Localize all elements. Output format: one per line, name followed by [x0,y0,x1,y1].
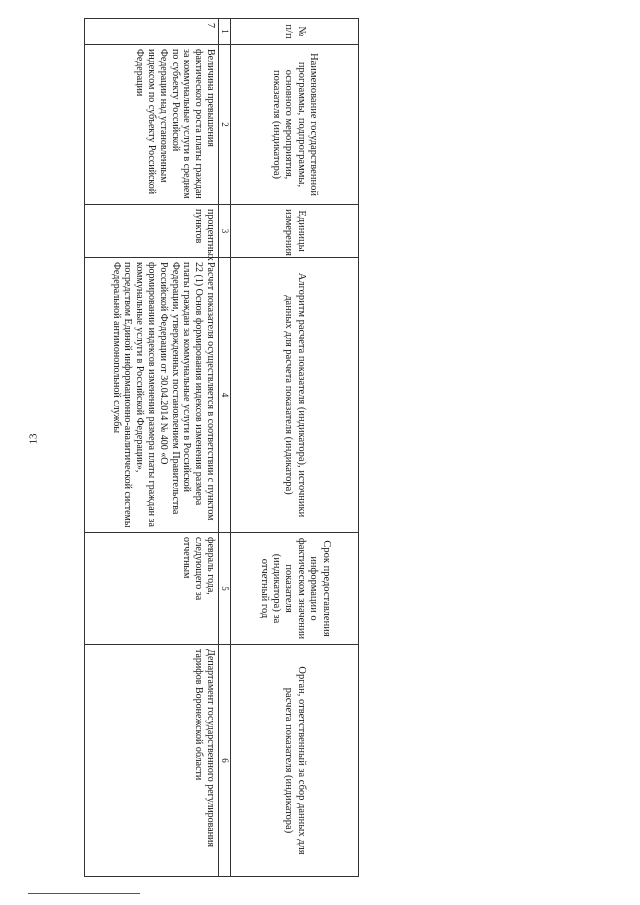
table-row [85,19,219,877]
row-unit: процентных пунктов [85,205,219,258]
row-number: 7 [85,19,219,45]
column-number: 4 [219,258,231,533]
header-authority: Орган, ответственный за сбор данных для расчета показателя (индикатора) [231,645,359,877]
header-unit: Единицы измерения [231,205,359,258]
header-number: № п/п [231,19,359,45]
row-authority: Департамент государственного регулирования тарифов Воронежской области [85,645,219,877]
bottom-divider [28,893,140,894]
header-deadline: Срок предоставления информации о фактическом значении показателя (индикатора) за отчетный год [231,533,359,645]
page-number: 13 [27,433,40,445]
header-algorithm: Алгоритм расчета показателя (индикатора), источники данных для расчета показателя (индикатора) [231,258,359,533]
column-number: 3 [219,205,231,258]
column-number: 5 [219,533,231,645]
row-deadline: февраль года, следующего за отчетным [85,533,219,645]
column-number: 2 [219,45,231,205]
column-number: 6 [219,645,231,877]
row-algorithm: Расчет показателя осуществляется в соответствии с пунктом 22 (1) Основ формирования индексов изменения размера платы граждан за коммунальные услуги в Российской Федерации, утвержденных постановлением Правительства Российской Федерации от 30.04.2014 № 400 «О формировании индексов изменения размера платы граждан за коммунальные услуги в Российской Федерации», посредством Единой информационно-аналитической системы Федеральной антимонопольной службы [85,258,219,533]
header-name: Наименование государственной программы, подпрограммы, основного мероприятия, показателя (индикатора) [231,45,359,205]
row-name: Величина превышения фактического роста платы граждан за коммунальные услуги в среднем по субъекту Российской Федерации над установленным индексом по субъекту Российской Федерации [85,45,219,205]
indicator-table [84,18,359,877]
column-number: 1 [219,19,231,45]
document-table-rotated [84,18,359,876]
column-number-row [219,19,231,877]
